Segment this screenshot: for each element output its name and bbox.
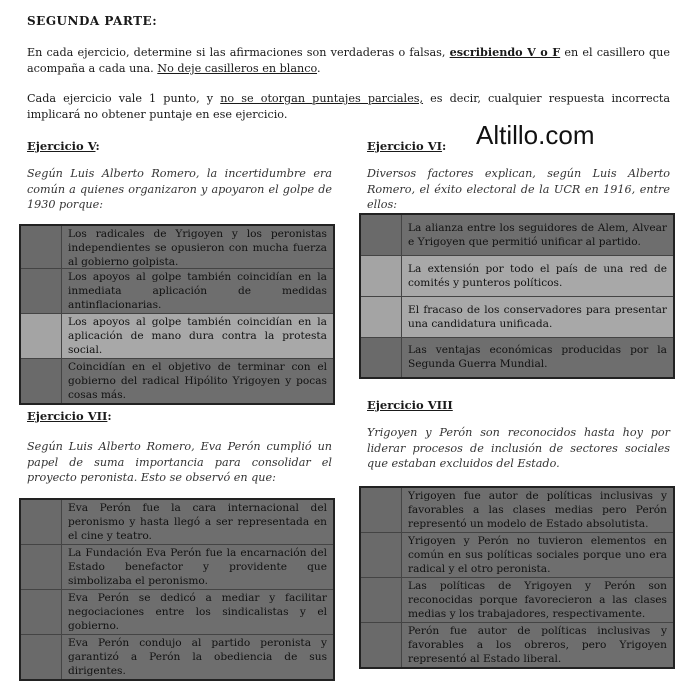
- watermark: Altillo.com: [476, 120, 595, 150]
- answer-box[interactable]: [20, 359, 62, 405]
- exercise-6-title: Ejercicio VI:: [367, 139, 447, 153]
- exercise-8-row: [360, 578, 674, 623]
- answer-box[interactable]: [20, 269, 62, 314]
- exercise-6-row: [360, 296, 674, 337]
- part-title: SEGUNDA PARTE:: [27, 14, 158, 28]
- statement-text: Yrigoyen fue autor de políticas inclusivas y favorables a las clases medias pero Perón representó un modelo de Estado absolutista.: [408, 490, 667, 530]
- answer-box[interactable]: [360, 533, 402, 578]
- instructions-paragraph-1: [27, 44, 670, 77]
- answer-box[interactable]: [20, 545, 62, 590]
- answer-box[interactable]: [360, 337, 402, 378]
- answer-box[interactable]: [20, 499, 62, 545]
- statement-text: Los apoyos al golpe también coincidían en la aplicación de mano dura contra la protesta social.: [68, 316, 327, 356]
- exercise-8-row: [360, 487, 674, 533]
- exercise-6-row: [360, 214, 674, 255]
- statement-text: El fracaso de los conservadores para presentar una candidatura unificada.: [408, 303, 667, 330]
- exercise-5-title-text: Ejercicio V: [27, 139, 96, 153]
- instructions-2-pre: Cada ejercicio vale 1 punto, y: [27, 92, 221, 105]
- exercise-7-row: [20, 590, 334, 635]
- statement-text: Coincidían en el objetivo de terminar con el gobierno del radical Hipólito Yrigoyen y pocas cosas más.: [68, 361, 327, 401]
- statement: [402, 623, 675, 669]
- instructions-2-underline: no se otorgan puntajes parciales,: [220, 92, 424, 105]
- exercise-5-title: Ejercicio V:: [27, 139, 100, 153]
- answer-box[interactable]: [20, 635, 62, 681]
- statement-text: La alianza entre los seguidores de Alem, Alvear e Yrigoyen que permitió unificar al partido.: [408, 221, 667, 248]
- statement-text: Eva Perón se dedicó a mediar y facilitar negociaciones entre los sindicalistas y el gobierno.: [68, 592, 327, 632]
- instructions-1-pre: En cada ejercicio, determine si las afirmaciones son verdaderas o falsas,: [27, 46, 450, 59]
- instructions-1-emphasis: escribiendo V o F: [449, 45, 561, 59]
- statement: [402, 337, 675, 378]
- exercise-8-row: [360, 533, 674, 578]
- answer-box[interactable]: [20, 225, 62, 269]
- exercise-5-table: [19, 224, 335, 405]
- exercise-7-table: [19, 498, 335, 681]
- answer-box[interactable]: [360, 578, 402, 623]
- statement: [62, 269, 335, 314]
- instructions-2-end: es decir, cualquier respuesta incorrecta implicará no obtener puntaje en ese ejercicio.: [27, 92, 670, 121]
- exercise-8-row: [360, 623, 674, 669]
- statement: [62, 545, 335, 590]
- answer-box[interactable]: [20, 590, 62, 635]
- exercise-5-row: [20, 359, 334, 405]
- exercise-7-row: [20, 545, 334, 590]
- instructions-1-mid: en el casillero que acompaña a cada una.: [27, 46, 670, 75]
- statement-text: La Fundación Eva Perón fue la encarnación del Estado benefactor y providente que simbolizaba el peronismo.: [68, 547, 327, 587]
- exercise-8-table: [359, 486, 675, 669]
- instructions-1-underline: No deje casilleros en blanco: [157, 62, 318, 75]
- statement: [62, 499, 335, 545]
- statement: [62, 314, 335, 359]
- answer-box[interactable]: [360, 623, 402, 669]
- exercise-8-title: [367, 398, 453, 412]
- exercise-6-row: [360, 337, 674, 378]
- statement: [62, 359, 335, 405]
- statement: [402, 533, 675, 578]
- exercise-7-title-text: Ejercicio VII: [27, 409, 108, 423]
- exercise-5-row: [20, 314, 334, 359]
- exercise-6-description: Diversos factores explican, según Luis Alberto Romero, el éxito electoral de la UCR en 1916, entre ellos:: [367, 167, 670, 211]
- statement-text: Eva Perón condujo al partido peronista y garantizó a Perón la obediencia de sus dirigentes.: [68, 637, 327, 677]
- statement-text: Eva Perón fue la cara internacional del peronismo y hasta llegó a ser representada en el cine y teatro.: [68, 502, 327, 542]
- exercise-8-description: Yrigoyen y Perón son reconocidos hasta hoy por liderar procesos de inclusión de sectores sociales que estaban excluidos del Estado.: [367, 426, 670, 470]
- statement: [402, 487, 675, 533]
- exercise-5-row: [20, 225, 334, 269]
- exercise-7-row: [20, 635, 334, 681]
- exercise-5-row: [20, 269, 334, 314]
- exercise-6-title-text: Ejercicio VI: [367, 139, 443, 153]
- statement-text: Los apoyos al golpe también coincidían en la inmediata aplicación de medidas antinflacionarias.: [68, 271, 327, 311]
- statement-text: Las políticas de Yrigoyen y Perón son reconocidas porque favorecieron a las clases medias y los trabajadores, respectivamente.: [408, 580, 667, 620]
- statement-text: Perón fue autor de políticas inclusivas y favorables a los obreros, pero Yrigoyen representó al Estado liberal.: [408, 625, 667, 665]
- statement: [62, 635, 335, 681]
- statement-text: Los radicales de Yrigoyen y los peronistas independientes se opusieron con mucha fuerza al gobierno golpista.: [68, 228, 327, 267]
- statement-text: Yrigoyen y Perón no tuvieron elementos en común en sus políticas sociales porque uno era radical y el otro peronista.: [408, 535, 667, 575]
- exercise-7-description: Según Luis Alberto Romero, Eva Perón cumplió un papel de suma importancia para consolidar el proyecto peronista. Esto se observó en que:: [27, 440, 332, 484]
- statement: [402, 214, 675, 255]
- statement-text: La extensión por todo el país de una red de comités y punteros políticos.: [408, 262, 667, 289]
- answer-box[interactable]: [360, 255, 402, 296]
- exercise-6-row: [360, 255, 674, 296]
- answer-box[interactable]: [20, 314, 62, 359]
- exercise-8-title-text: Ejercicio VIII: [367, 398, 453, 412]
- statement: [402, 296, 675, 337]
- answer-box[interactable]: [360, 214, 402, 255]
- statement: [402, 578, 675, 623]
- instructions-paragraph-2: [27, 91, 670, 123]
- statement-text: Las ventajas económicas producidas por la Segunda Guerra Mundial.: [408, 344, 667, 371]
- answer-box[interactable]: [360, 296, 402, 337]
- exercise-6-table: [359, 213, 675, 379]
- statement: [62, 590, 335, 635]
- answer-box[interactable]: [360, 487, 402, 533]
- exercise-7-row: [20, 499, 334, 545]
- statement: [402, 255, 675, 296]
- instructions-1-end: .: [317, 62, 321, 75]
- statement: [62, 225, 335, 269]
- exercise-7-title: Ejercicio VII:: [27, 409, 112, 423]
- exercise-5-description: Según Luis Alberto Romero, la incertidumbre era común a quienes organizaron y apoyaron el golpe de 1930 porque:: [27, 167, 332, 211]
